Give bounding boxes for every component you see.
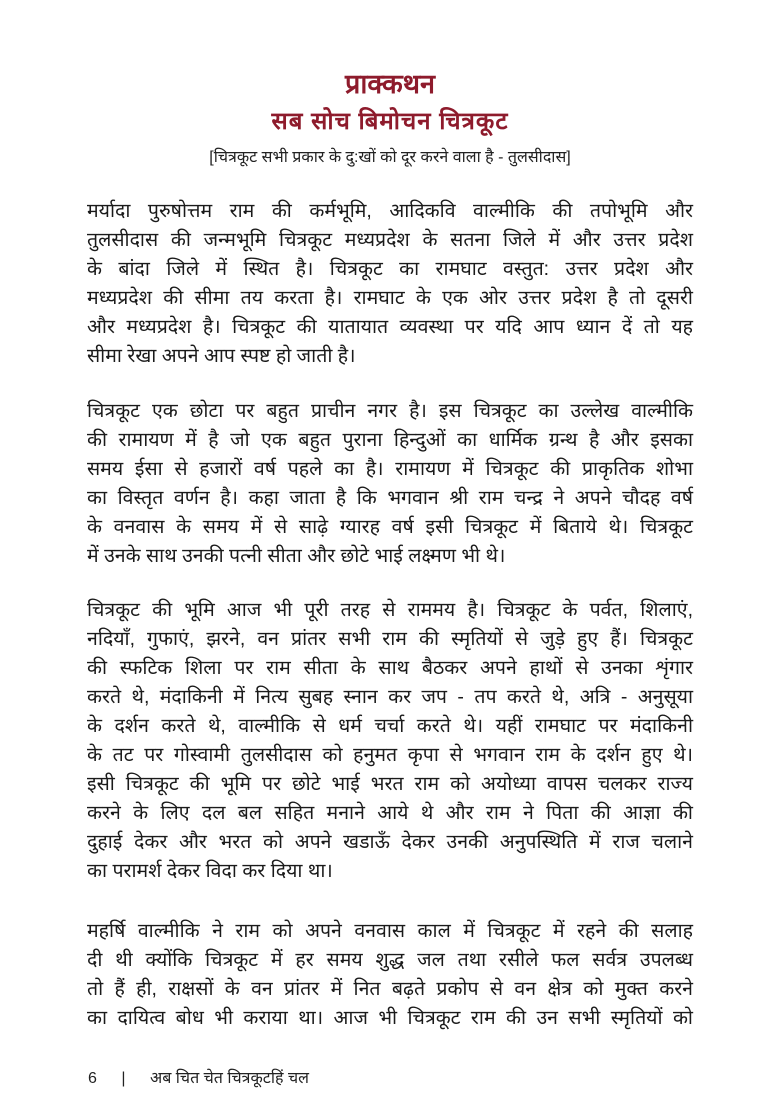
paragraph-3 bbox=[87, 596, 693, 886]
text-line: के बांदा जिले में स्थित है। चित्रकूट का रामघाट वस्तुत: उत्तर प्रदेश और bbox=[87, 258, 693, 280]
text-line: करते थे, मंदाकिनी में नित्य सुबह स्नान कर जप - तप करते थे, अत्रि - अनुसूया bbox=[87, 686, 693, 708]
running-title: अब चित चेत चित्रकूटहिं चल bbox=[149, 1070, 309, 1087]
text-line: तुलसीदास की जन्मभूमि चित्रकूट मध्यप्रदेश के सतना जिले में और उत्तर प्रदेश bbox=[87, 229, 693, 251]
text-line: दुहाई देकर और भरत को अपने खडाऊँ देकर उनकी अनुपस्थिति में राज चलाने bbox=[87, 831, 693, 853]
text-line: के वनवास के समय में से साढ़े ग्यारह वर्ष इसी चित्रकूट में बिताये थे। चित्रकूट bbox=[87, 516, 693, 538]
paragraph-1 bbox=[87, 197, 693, 371]
text-line: सीमा रेखा अपने आप स्पष्ट हो जाती है। bbox=[87, 345, 356, 367]
text-line: मध्यप्रदेश की सीमा तय करता है। रामघाट के एक ओर उत्तर प्रदेश है तो दूसरी bbox=[87, 287, 693, 309]
text-line: महर्षि वाल्मीकि ने राम को अपने वनवास काल में चित्रकूट में रहने की सलाह bbox=[87, 920, 693, 942]
paragraph-2 bbox=[87, 397, 693, 571]
text-line: मर्यादा पुरुषोत्तम राम की कर्मभूमि, आदिकवि वाल्मीकि की तपोभूमि और bbox=[87, 200, 693, 222]
text-line: दी थी क्योंकि चित्रकूट में हर समय शुद्ध जल तथा रसीले फल सर्वत्र उपलब्ध bbox=[87, 949, 693, 971]
text-line: में उनके साथ उनकी पत्नी सीता और छोटे भाई लक्ष्मण भी थे। bbox=[87, 545, 506, 567]
text-line: समय ईसा से हजारों वर्ष पहले का है। रामायण में चित्रकूट की प्राकृतिक शोभा bbox=[87, 458, 693, 480]
page-number: 6 bbox=[88, 1070, 97, 1087]
text-line: का विस्तृत वर्णन है। कहा जाता है कि भगवान श्री राम चन्द्र ने अपने चौदह वर्ष bbox=[87, 487, 693, 509]
footer-separator: | bbox=[121, 1070, 126, 1087]
page-footer bbox=[88, 1066, 329, 1088]
text-line: की रामायण में है जो एक बहुत पुराना हिन्दुओं का धार्मिक ग्रन्थ है और इसका bbox=[87, 429, 693, 451]
text-line: का दायित्व बोध भी कराया था। आज भी चित्रकूट राम की उन सभी स्मृतियों को bbox=[87, 1007, 693, 1029]
text-line: के तट पर गोस्वामी तुलसीदास को हनुमत कृपा से भगवान राम के दर्शन हुए थे। bbox=[87, 744, 693, 766]
text-line: और मध्यप्रदेश है। चित्रकूट की यातायात व्यवस्था पर यदि आप ध्यान दें तो यह bbox=[87, 316, 693, 338]
text-line: के दर्शन करते थे, वाल्मीकि से धर्म चर्चा करते थे। यहीं रामघाट पर मंदाकिनी bbox=[87, 715, 693, 737]
page-subtitle: सब सोच बिमोचन चित्रकूट bbox=[271, 108, 509, 135]
text-line: तो हैं ही, राक्षसों के वन प्रांतर में नित बढ़ते प्रकोप से वन क्षेत्र को मुक्त करने bbox=[87, 978, 693, 1000]
page-title: प्राक्कथन bbox=[344, 69, 436, 99]
text-line: इसी चित्रकूट की भूमि पर छोटे भाई भरत राम को अयोध्या वापस चलकर राज्य bbox=[87, 773, 693, 795]
text-line: की स्फटिक शिला पर राम सीता के साथ बैठकर अपने हाथों से उनका शृंगार bbox=[87, 657, 693, 679]
text-line: का परामर्श देकर विदा कर दिया था। bbox=[87, 860, 333, 882]
text-line: नदियाँ, गुफाएं, झरने, वन प्रांतर सभी राम की स्मृतियों से जुड़े हुए हैं। चित्रकूट bbox=[87, 628, 693, 650]
text-line: चित्रकूट एक छोटा पर बहुत प्राचीन नगर है। इस चित्रकूट का उल्लेख वाल्मीकि bbox=[87, 400, 693, 422]
paragraph-4 bbox=[87, 917, 693, 1033]
epigraph-quote: [चित्रकूट सभी प्रकार के दु:खों को दूर करने वाला है - तुलसीदास] bbox=[209, 149, 571, 166]
text-line: चित्रकूट की भूमि आज भी पूरी तरह से राममय है। चित्रकूट के पर्वत, शिलाएं, bbox=[87, 599, 693, 621]
text-line: करने के लिए दल बल सहित मनाने आये थे और राम ने पिता की आज्ञा की bbox=[87, 802, 693, 824]
